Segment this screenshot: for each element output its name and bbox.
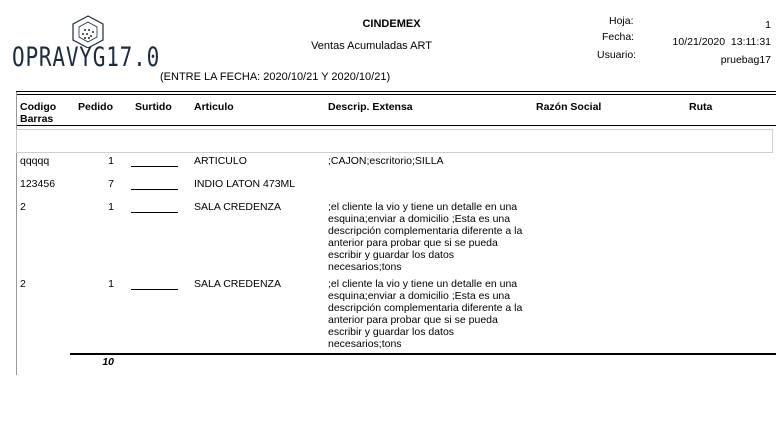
totals-rule xyxy=(70,353,776,355)
row3-descrip: ;el cliente la vio y tiene un detalle en una esquina;enviar a domicilio ;Esta es una descripción complementaria diferente a la anterior para probar que si se pueda escribir y guardar los datos necesarios;tons xyxy=(328,201,523,273)
col-codigo-barras: Codigo Barras xyxy=(20,101,57,125)
row2-surtido-blank xyxy=(131,189,178,190)
header-top-rule xyxy=(16,91,776,92)
usuario-label: Usuario: xyxy=(597,49,637,61)
row1-codigo: qqqqq xyxy=(20,155,50,167)
col-pedido: Pedido xyxy=(78,101,114,113)
header-top-rule-2 xyxy=(16,94,776,95)
row2-articulo: INDIO LATON 473ML xyxy=(194,178,296,190)
row2-pedido: 7 xyxy=(108,178,114,190)
row3-surtido-blank xyxy=(131,212,178,213)
col-ruta: Ruta xyxy=(689,101,713,113)
total-pedido: 10 xyxy=(102,356,114,368)
hoja-label: Hoja: xyxy=(609,15,634,27)
row3-pedido: 1 xyxy=(108,201,114,213)
row4-surtido-blank xyxy=(131,289,178,290)
header-bottom-rule xyxy=(16,125,776,126)
row1-descrip: ;CAJON;escritorio;SILLA xyxy=(328,155,444,167)
row4-descrip: ;el cliente la vio y tiene un detalle en una esquina;enviar a domicilio ;Esta es una descripción complementaria diferente a la anterior para probar que si se pueda escribir y guardar los datos necesarios;tons xyxy=(328,278,523,350)
row4-articulo: SALA CREDENZA xyxy=(194,278,281,290)
row4-codigo: 2 xyxy=(20,278,26,290)
row1-articulo: ARTICULO xyxy=(194,155,247,167)
usuario-value: pruebag17 xyxy=(720,54,771,66)
row2-codigo: 123456 xyxy=(20,178,56,190)
report-subtitle: Ventas Acumuladas ART xyxy=(311,40,432,52)
hoja-value: 1 xyxy=(765,19,771,31)
row3-codigo: 2 xyxy=(20,201,26,213)
col-articulo: Articulo xyxy=(194,101,234,113)
row4-pedido: 1 xyxy=(108,278,114,290)
date-range: (ENTRE LA FECHA: 2020/10/21 Y 2020/10/21) xyxy=(160,71,391,83)
logo-text: OPRAVYG17.0 xyxy=(12,42,161,73)
col-surtido: Surtido xyxy=(135,101,172,113)
fecha-value: 10/21/2020 13:11:31 xyxy=(672,36,771,48)
row1-surtido-blank xyxy=(131,166,178,167)
group-header-box xyxy=(16,129,773,153)
row3-articulo: SALA CREDENZA xyxy=(194,201,281,213)
col-descrip-extensa: Descrip. Extensa xyxy=(328,101,413,113)
row1-pedido: 1 xyxy=(108,155,114,167)
col-razon-social: Razón Social xyxy=(536,101,602,113)
company-name: CINDEMEX xyxy=(362,18,421,30)
fecha-label: Fecha: xyxy=(602,31,635,43)
